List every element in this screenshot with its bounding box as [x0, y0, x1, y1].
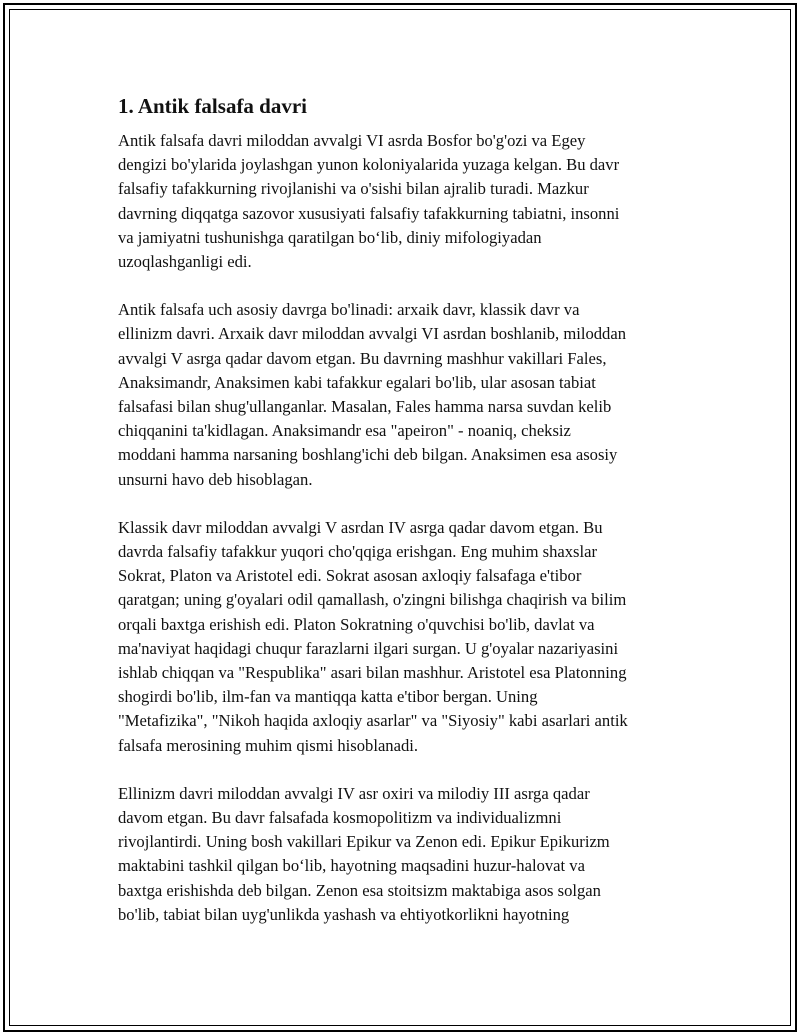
- text-line: falsafa merosining muhim qismi hisoblanadi.: [118, 735, 419, 755]
- text-line: Antik falsafa uch asosiy davrga bo'linadi: arxaik davr, klassik davr va: [118, 300, 580, 320]
- text-line: "Metafizika", "Nikoh haqida axloqiy asarlar" va "Siyosiy" kabi asarlari antik: [118, 711, 628, 731]
- text-line: uzoqlashganligi edi.: [118, 252, 252, 272]
- text-line: Anaksimandr, Anaksimen kabi tafakkur egalari bo'lib, ular asosan tabiat: [118, 372, 596, 392]
- text-line: ishlab chiqqan va "Respublika" asari bilan mashhur. Aristotel esa Platonning: [118, 663, 627, 683]
- text-line: Ellinizm davri miloddan avvalgi IV asr oxiri va milodiy III asrga qadar: [118, 783, 590, 803]
- text-line: unsurni havo deb hisoblagan.: [118, 469, 313, 489]
- text-line: avvalgi V asrga qadar davom etgan. Bu davrning mashhur vakillari Fales,: [118, 348, 607, 368]
- text-line: Antik falsafa davri miloddan avvalgi VI asrda Bosfor bo'g'ozi va Egey: [118, 131, 586, 150]
- section-heading: 1. Antik falsafa davri: [118, 94, 308, 118]
- text-line: ma'naviyat haqidagi chuqur farazlarni ilgari surgan. U g'oyalar nazariyasini: [118, 638, 619, 658]
- paragraph: [118, 298, 688, 492]
- paragraph: [118, 516, 688, 758]
- text-line: dengizi bo'ylarida joylashgan yunon koloniyalarida yuzaga kelgan. Bu davr: [118, 155, 620, 175]
- text-line: ellinizm davri. Arxaik davr miloddan avvalgi VI asrdan boshlanib, miloddan: [118, 324, 626, 344]
- text-line: davrning diqqatga sazovor xususiyati falsafiy tafakkurning tabiatni, insonni: [118, 203, 620, 223]
- text-line: davom etgan. Bu davr falsafada kosmopolitizm va individualizmni: [118, 808, 562, 828]
- paragraph: [118, 129, 688, 274]
- text-line: moddani hamma narsaning boshlang'ichi deb bilgan. Anaksimen esa asosiy: [118, 445, 618, 465]
- text-line: baxtga erishishda deb bilgan. Zenon esa stoitsizm maktabiga asos solgan: [118, 880, 601, 900]
- text-line: falsafasi bilan shug'ullanganlar. Masalan, Fales hamma narsa suvdan kelib: [118, 397, 612, 417]
- text-line: Klassik davr miloddan avvalgi V asrdan IV asrga qadar davom etgan. Bu: [118, 517, 603, 537]
- text-line: bo'lib, tabiat bilan uyg'unlikda yashash va ehtiyotkorlikni hayotning: [118, 904, 570, 924]
- text-line: davrda falsafiy tafakkur yuqori cho'qqiga erishgan. Eng muhim shaxslar: [118, 542, 597, 562]
- text-line: va jamiyatni tushunishga qaratilgan bo‘lib, diniy mifologiyadan: [118, 227, 542, 247]
- document-body: [118, 92, 688, 951]
- text-line: rivojlantirdi. Uning bosh vakillari Epikur va Zenon edi. Epikur Epikurizm: [118, 832, 610, 852]
- text-line: maktabini tashkil qilgan bo‘lib, hayotning maqsadini huzur-halovat va: [118, 856, 585, 876]
- paragraph-list: [118, 129, 688, 927]
- text-line: orqali baxtga erishish edi. Platon Sokratning o'quvchisi bo'lib, davlat va: [118, 614, 595, 634]
- paragraph: [118, 782, 688, 927]
- text-line: chiqqanini ta'kidlagan. Anaksimandr esa "apeiron" - noaniq, cheksiz: [118, 421, 571, 441]
- text-line: Sokrat, Platon va Aristotel edi. Sokrat asosan axloqiy falsafaga e'tibor: [118, 566, 582, 586]
- text-line: qaratgan; uning g'oyalari odil qamallash, o'zingni bilishga chaqirish va bilim: [118, 590, 627, 610]
- text-line: falsafiy tafakkurning rivojlanishi va o'sishi bilan ajralib turadi. Mazkur: [118, 179, 589, 199]
- text-line: shogirdi bo'lib, ilm-fan va mantiqqa katta e'tibor bergan. Uning: [118, 687, 538, 707]
